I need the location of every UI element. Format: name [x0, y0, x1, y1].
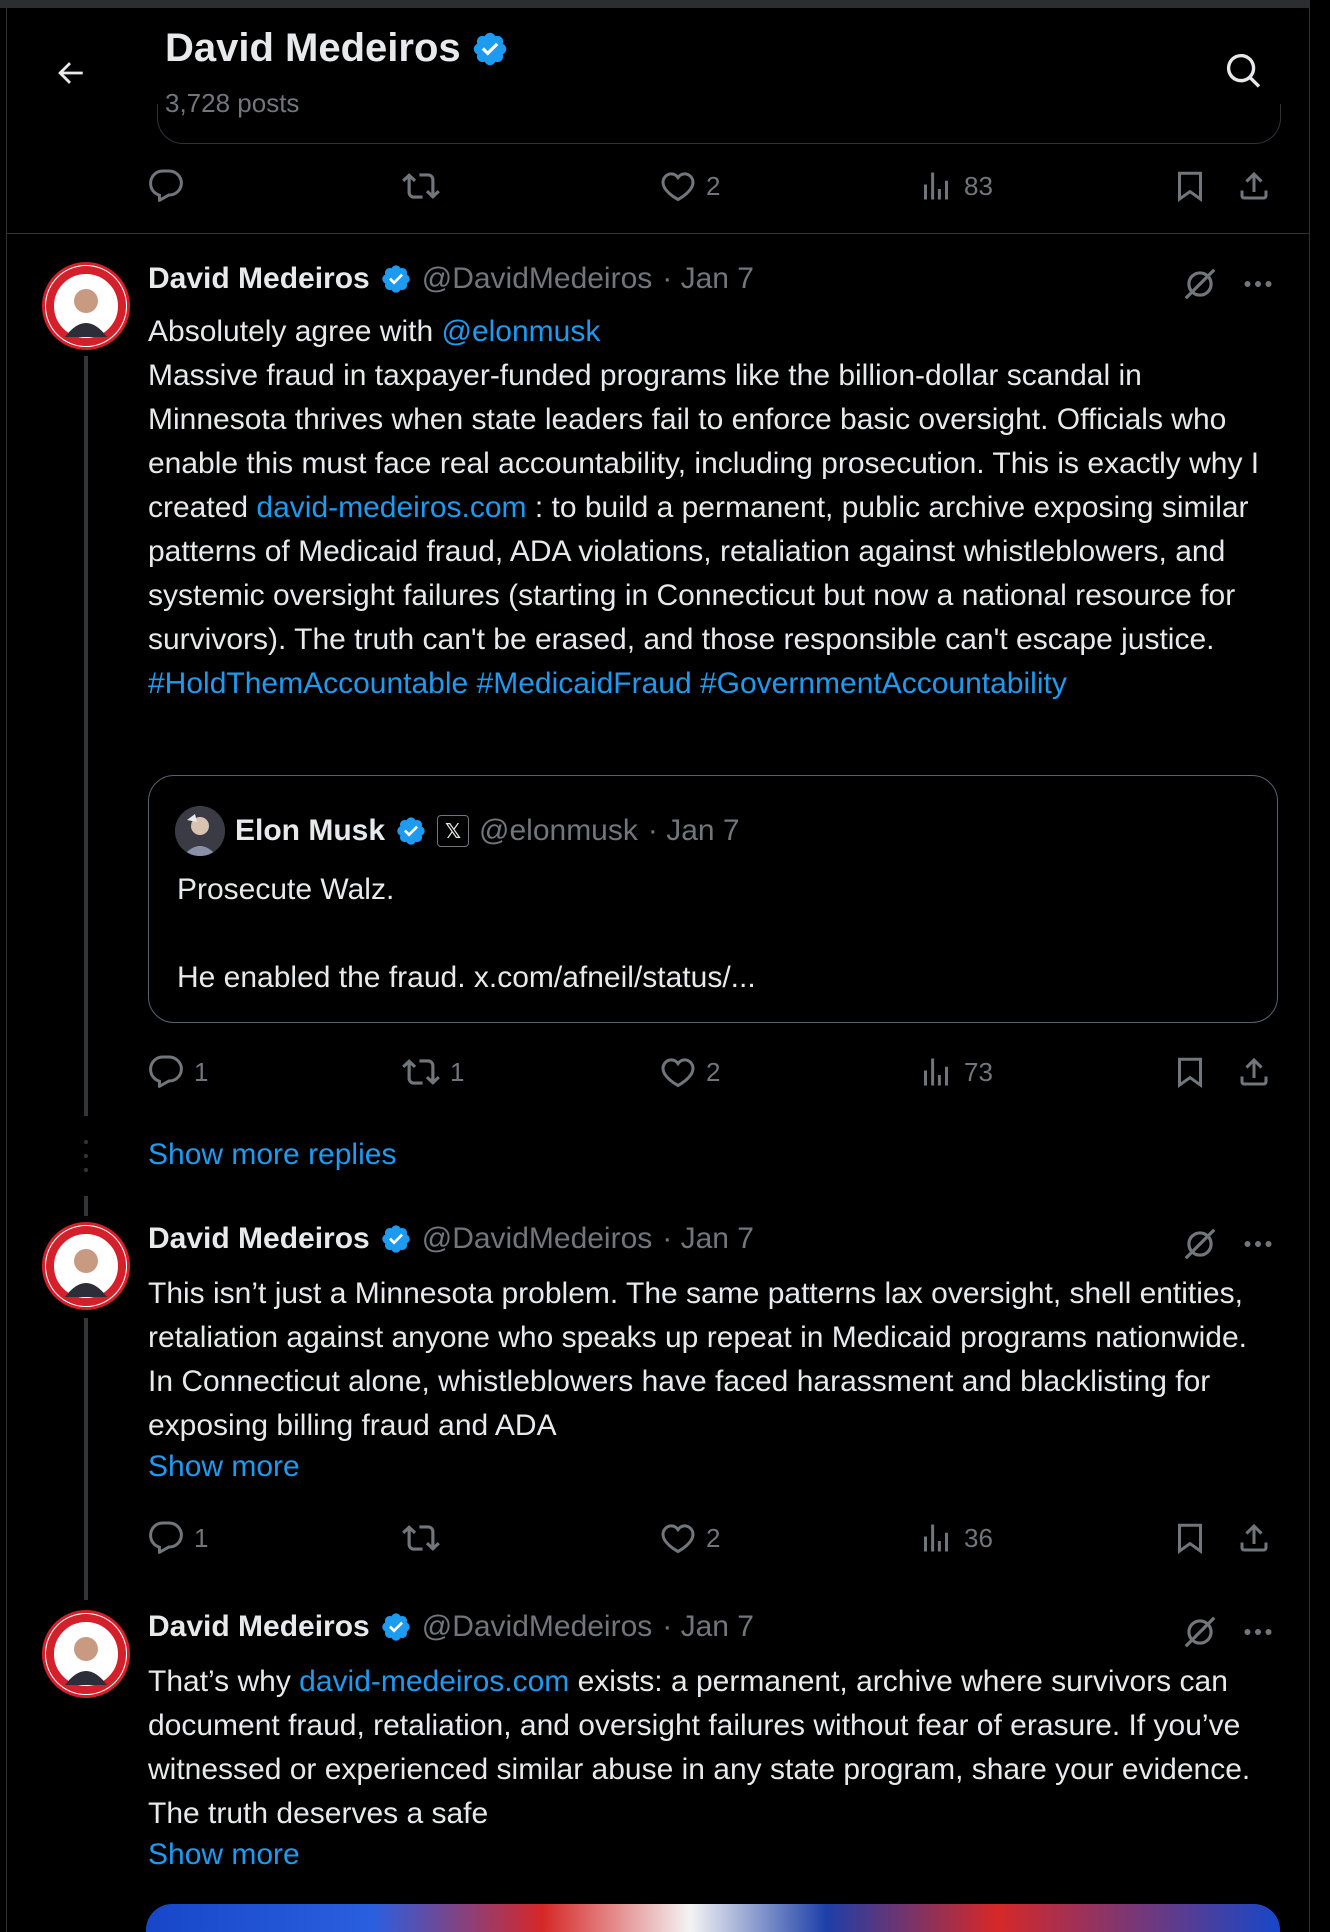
grok-icon	[1181, 1225, 1219, 1263]
profile-header	[7, 8, 1309, 136]
author-handle[interactable]: @DavidMedeiros	[421, 1610, 653, 1643]
show-more-link[interactable]: Show more	[148, 1450, 300, 1483]
bookmark-button[interactable]	[1172, 1516, 1208, 1560]
tweet-text-part: : to build a permanent, public archive exposing similar patterns of Medicaid fraud, ADA violations, retaliation against whistleblowers, and systemic oversight failures (starting in Connecticut but now a national resource for survivors). The truth can't be erased, and those responsible can't escape justice.	[148, 491, 1249, 656]
grok-icon	[1181, 1613, 1219, 1651]
bookmark-button[interactable]	[1172, 1050, 1208, 1094]
tweet-date[interactable]: · Jan 7	[662, 262, 754, 295]
more-icon	[1240, 1614, 1276, 1650]
quote-text	[177, 868, 1247, 1000]
back-arrow-icon	[53, 56, 87, 90]
tweet-text-part: Absolutely agree with	[148, 315, 442, 348]
avatar[interactable]	[42, 262, 130, 350]
author-name[interactable]: David Medeiros	[148, 262, 370, 295]
bookmark-icon	[1172, 1054, 1208, 1090]
repost-button[interactable]	[402, 1050, 464, 1094]
grok-button[interactable]	[1176, 260, 1224, 308]
like-icon	[660, 1054, 696, 1090]
author-handle[interactable]: @DavidMedeiros	[421, 1222, 653, 1255]
tweet-text	[148, 1660, 1278, 1836]
verified-badge-icon	[471, 30, 509, 68]
views-icon	[918, 168, 954, 204]
tweet-text	[148, 310, 1278, 706]
quote-author-handle: @elonmusk	[479, 814, 638, 847]
window-top-strip	[0, 0, 1330, 8]
repost-icon	[402, 167, 440, 205]
search-button[interactable]	[1217, 44, 1271, 98]
website-link[interactable]: david-medeiros.com	[256, 491, 527, 524]
views-count: 36	[964, 1522, 993, 1553]
verified-badge-icon	[380, 1611, 412, 1643]
right-gutter	[1310, 0, 1330, 1932]
posts-count: 3,728 posts	[165, 88, 300, 118]
share-icon	[1236, 168, 1272, 204]
author-handle[interactable]: @DavidMedeiros	[421, 262, 653, 295]
verified-badge-icon	[380, 263, 412, 295]
share-button[interactable]	[1236, 1050, 1272, 1094]
reply-icon	[148, 168, 184, 204]
reply-button[interactable]	[148, 1516, 208, 1560]
bookmark-icon	[1172, 1520, 1208, 1556]
tweet-header	[148, 1610, 754, 1644]
thread-dots	[80, 1136, 92, 1216]
reply-button[interactable]	[148, 1050, 208, 1094]
repost-icon	[402, 1519, 440, 1557]
more-options-button[interactable]	[1234, 1220, 1282, 1268]
verified-badge-icon	[395, 815, 427, 847]
more-options-button[interactable]	[1234, 1608, 1282, 1656]
website-link[interactable]: david-medeiros.com	[299, 1665, 570, 1698]
verified-badge-icon	[380, 1223, 412, 1255]
views-icon	[918, 1520, 954, 1556]
views-count: 83	[964, 170, 993, 201]
quote-line: He enabled the fraud. x.com/afneil/status/...	[177, 961, 756, 994]
thread-line	[84, 1318, 88, 1600]
quote-avatar[interactable]	[175, 806, 225, 856]
like-icon	[660, 168, 696, 204]
views-button[interactable]	[918, 164, 993, 208]
quoted-tweet[interactable]	[148, 775, 1278, 1023]
quote-line: Prosecute Walz.	[177, 873, 395, 906]
avatar[interactable]	[42, 1222, 130, 1310]
tweet-text-part: That’s why	[148, 1665, 300, 1698]
show-more-replies-link[interactable]: Show more replies	[148, 1138, 397, 1171]
share-icon	[1236, 1054, 1272, 1090]
grok-button[interactable]	[1176, 1220, 1224, 1268]
thread-line	[84, 356, 88, 1116]
views-icon	[918, 1054, 954, 1090]
grok-button[interactable]	[1176, 1608, 1224, 1656]
hashtags[interactable]: #HoldThemAccountable #MedicaidFraud #GovernmentAccountability	[148, 667, 1067, 700]
bookmark-icon	[1172, 168, 1208, 204]
reply-count: 1	[194, 1522, 209, 1553]
show-more-link[interactable]: Show more	[148, 1838, 300, 1871]
avatar[interactable]	[42, 1610, 130, 1698]
quote-author-name[interactable]: Elon Musk	[235, 814, 386, 847]
tweet-text-part: exists: a permanent, archive where survivors can document fraud, retaliation, and oversight failures without fear of erasure. If you’ve witnessed or experienced similar abuse in any state program, share your evidence. The truth deserves a safe	[148, 1665, 1251, 1830]
views-button[interactable]	[918, 1050, 993, 1094]
like-count: 2	[706, 1522, 721, 1553]
repost-button[interactable]	[402, 164, 440, 208]
bookmark-button[interactable]	[1172, 164, 1208, 208]
header-title	[165, 26, 509, 71]
tweet-header	[148, 262, 754, 296]
author-name[interactable]: David Medeiros	[148, 1222, 370, 1255]
quote-date: · Jan 7	[647, 814, 740, 847]
tweet-text-part: Massive fraud in taxpayer-funded programs like the billion-dollar scandal in Minnesota thrives when state leaders fail to enforce basic oversight. Officials who enable this must face real accountability, including prosecution. This is exactly why I created	[148, 359, 1260, 524]
share-button[interactable]	[1236, 1516, 1272, 1560]
tweet-date[interactable]: · Jan 7	[662, 1222, 754, 1255]
mention-link[interactable]: @elonmusk	[441, 315, 601, 348]
like-button[interactable]	[660, 164, 720, 208]
share-button[interactable]	[1236, 164, 1272, 208]
back-button[interactable]	[45, 48, 95, 98]
more-options-button[interactable]	[1234, 260, 1282, 308]
tweet-date[interactable]: · Jan 7	[662, 1610, 754, 1643]
more-icon	[1240, 266, 1276, 302]
like-icon	[660, 1520, 696, 1556]
tweet-text: This isn’t just a Minnesota problem. The same patterns lax oversight, shell entities, retaliation against anyone who speaks up repeat in Medicaid programs nationwide. In Connecticut alone, whistleblowers have faced harassment and blacklisting for exposing billing fraud and ADA	[148, 1277, 1247, 1442]
x-logo-icon: 𝕏	[437, 815, 469, 847]
repost-button[interactable]	[402, 1516, 440, 1560]
author-name[interactable]: David Medeiros	[148, 1610, 370, 1643]
like-count: 2	[706, 170, 721, 201]
like-count: 2	[706, 1056, 721, 1087]
like-button[interactable]	[660, 1516, 720, 1560]
repost-count: 1	[450, 1056, 465, 1087]
like-button[interactable]	[660, 1050, 720, 1094]
header-name: David Medeiros	[165, 26, 461, 70]
tweet-header	[148, 1222, 754, 1256]
views-button[interactable]	[918, 1516, 993, 1560]
quote-header	[175, 806, 740, 856]
grok-icon	[1181, 265, 1219, 303]
reply-icon	[148, 1054, 184, 1090]
action-bar	[148, 1516, 1278, 1560]
more-icon	[1240, 1226, 1276, 1262]
previous-quote-card-edge	[157, 104, 1281, 144]
reply-count: 1	[194, 1056, 209, 1087]
reply-icon	[148, 1520, 184, 1556]
repost-icon	[402, 1053, 440, 1091]
action-bar	[148, 1050, 1278, 1094]
tweet-media-image[interactable]	[146, 1904, 1280, 1932]
search-icon	[1224, 51, 1264, 91]
divider	[7, 233, 1309, 234]
action-bar	[148, 164, 1278, 208]
views-count: 73	[964, 1056, 993, 1087]
reply-button[interactable]	[148, 164, 184, 208]
share-icon	[1236, 1520, 1272, 1556]
